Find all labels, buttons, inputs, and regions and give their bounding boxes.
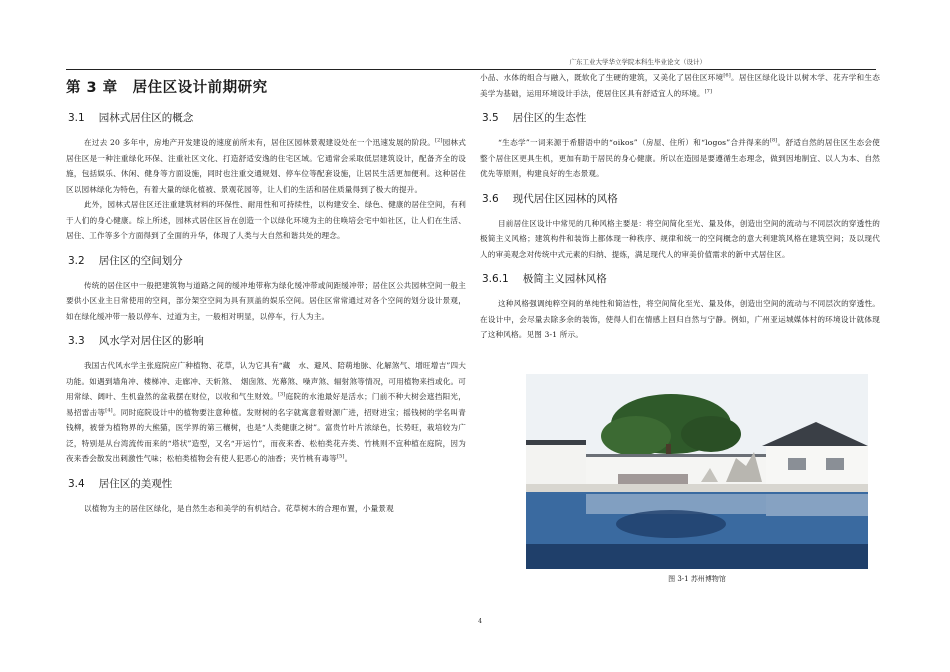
section-number: 3.2 (68, 254, 85, 267)
citation: [2] (435, 137, 443, 144)
pond-dark-foreground (526, 544, 868, 569)
text-run: “生态学”一词来源于希腊语中的“oikos”（房屋、住所）和“logos”合并得来的 (498, 138, 770, 147)
chapter-title: 第 3 章 居住区设计前期研究 (66, 80, 268, 96)
text-run: 。舒适自然的居住区生态会使整个居住区更具生机，更加有助于居民的身心健康。所以在造园是要遵循生态理念，做到因地制宜、以人为本、自然优先等原则，构建良好的生态景观。 (480, 138, 880, 178)
section-number: 3.6.1 (482, 273, 509, 285)
section-3-6-1-heading (482, 271, 880, 286)
garden-wall-cap (586, 454, 766, 457)
section-3-4-heading (68, 476, 466, 491)
section-3-1-heading (68, 110, 466, 125)
building-right-window (826, 458, 844, 470)
paragraph: 此外，园林式居住区还注重建筑材料的环保性、耐用性和可持续性，以构建安全、绿色、健康的居住空间，有利于人们的身心健康。综上所述，园林式居住区旨在创造一个以绿化环境为主的住唤培会宅中如社区，让人们在生活、居住、工作等多个方面得到了全面的升华，体现了人类与大自然和谐共处的理念。 (66, 200, 466, 240)
right-column (480, 70, 880, 343)
building-right-wall (766, 446, 868, 486)
section-number: 3.3 (68, 335, 85, 347)
paragraph (66, 135, 466, 197)
section-3-2-heading (68, 253, 466, 268)
section-title: 极简主义园林风格 (522, 273, 607, 285)
paragraph: 目前居住区设计中常见的几种风格主要是：将空间简化至光、量及体，创造出空间的流动与不同层次的穿透性的极简主义风格；建筑构件和装饰上都体现一种秩序、规律和统一的空间概念的意大利建筑风格在建筑空间；及以现代人的审美观念对传统中式元素的归纳、提炼，满足现代人的审美价值需求的新中式居住区。 (480, 218, 880, 259)
citation: [8] (769, 137, 778, 144)
section-number: 3.1 (68, 112, 85, 124)
visitor-group (618, 474, 688, 484)
paragraph: 以植物为主的居住区绿化，是自然生态和美学的有机结合。花草树木的合理布置，小量景观 (84, 503, 394, 513)
figure-suzhou-museum-photo (526, 374, 868, 569)
citation: [3] (277, 391, 286, 398)
text-run: 庭院的水池最好是活水；门前不种大树会遮挡阳光，易招雷击等 (66, 392, 466, 417)
section-title: 居住区的空间划分 (98, 254, 183, 267)
page-header (66, 56, 876, 70)
tree-canopy (681, 416, 741, 452)
page-number: 4 (478, 618, 482, 625)
pond-reflection-building (766, 494, 868, 516)
text-run: 。 (344, 454, 353, 463)
pavement (526, 484, 868, 492)
section-title: 园林式居住区的概念 (98, 112, 194, 124)
section-title: 现代居住区园林的风格 (512, 192, 618, 205)
left-column (66, 70, 466, 516)
paragraph-continued (480, 70, 880, 101)
text-run: 在过去 20 多年中，房地产开发建设的速度前所未有，居住区园林景观建设处在一个迅速发展的阶段。 (84, 138, 436, 147)
text-run: 。居住区绿化设计以树木学、花卉学和生态美学为基础，运用环境设计手法，使居住区具有舒适宜人的环境。 (480, 73, 880, 98)
section-title: 风水学对居住区的影响 (98, 335, 204, 347)
building-left-wall (526, 444, 586, 484)
pond-reflection-tree (616, 510, 726, 538)
tree-canopy (601, 416, 671, 456)
citation: [4] (105, 406, 113, 413)
figure-caption: 图 3-1 苏州博物馆 (668, 575, 726, 583)
text-run: 小品、水体的组合与融入，既软化了生硬的建筑，又美化了居住区环境 (480, 73, 724, 82)
citation: [7] (704, 87, 713, 94)
text-run: 。同时庭院设计中的植物要注意种植。发财树的名字就寓意着财源广进，招财进宝；摇钱树的学名叫青钱柳，被誉为植物界的大熊猫，医学界的第三穰树，也是“人类健康之树”。富贵竹叶片浓绿色，长势旺，栽培较为广泛，特别是从台湾流传而来的“塔状”造型，又名“开运竹”，而夜来香、松柏类花卉类、竹桃则不宜种植在庭院，因为夜来香会散发出刺激性气味；松柏类植物会有使人犯恶心的油香；夹竹桃有毒等 (66, 407, 466, 463)
section-number: 3.5 (482, 112, 499, 124)
section-3-5-heading (482, 110, 880, 125)
citation: [6] (723, 72, 731, 79)
text-run: 我国古代风水学主张庭院应广种植物、花草，认为它具有“藏 水、避风、陪萌地脉、化解煞气、增旺增吉”四大功能。如遇到墙角冲、楼梯冲、走廊冲、天斩煞、 烟囱煞、光幕煞、噪声煞、辐射煞等情况，可用植物来挡或化。可用常绿、阔叶、生机盎然的盆栽摆在财位，以收和气生财效。 (66, 361, 466, 401)
section-3-6-heading (482, 191, 880, 206)
photo-illustration (526, 374, 868, 569)
section-number: 3.4 (68, 477, 85, 490)
section-title: 居住区的生态性 (512, 112, 587, 124)
text-run: 园林式居住区是一种注重绿化环保、注重社区文化、打造舒适安逸的住宅区域。它通常会采取低层建筑设计，配备齐全的设施，包括娱乐、休闲、健身等方面设施，同时也注重交通规划、停车位等配套设施，让居民生活更加便利。这种居住区以园林绿化为特色，有着大量的绿化植被、景观花园等，让人们的生活和居住质量得到了极大的提升。 (66, 138, 466, 194)
section-3-3-heading (68, 333, 466, 348)
section-number: 3.6 (482, 192, 499, 205)
building-right-window (788, 458, 806, 470)
paragraph (480, 135, 880, 182)
citation: [5] (337, 453, 345, 460)
building-left-roof (526, 440, 586, 445)
paragraph (66, 358, 466, 467)
header-text: 广东工业大学华立学院本科生毕业论文（设计） (569, 58, 706, 66)
paragraph: 这种风格强调纯粹空间的单纯性和简洁性，将空间简化至光、量及体，创造出空间的流动与不同层次的穿透性。在设计中，会尽量去除多余的装饰，使得人们在情感上回归自然与宁静。例如，广州亚运城媒体村的环境设计就体现了这种风格。见图 3-1 所示。 (480, 299, 880, 339)
section-title: 居住区的美观性 (98, 477, 173, 490)
paragraph: 传统的居住区中一般把建筑物与道路之间的缓冲地带称为绿化缓冲带或间距缓冲带；居住区公共园林空间一般主要供小区业主日常使用的空间，部分架空空间为具有顶盖的娱乐空间。居住区常常通过对各个空间的划分设计景观，如在绿化缓冲带一般以停车、过道为主，一般相对明显，以停车，行人为主。 (66, 280, 466, 321)
